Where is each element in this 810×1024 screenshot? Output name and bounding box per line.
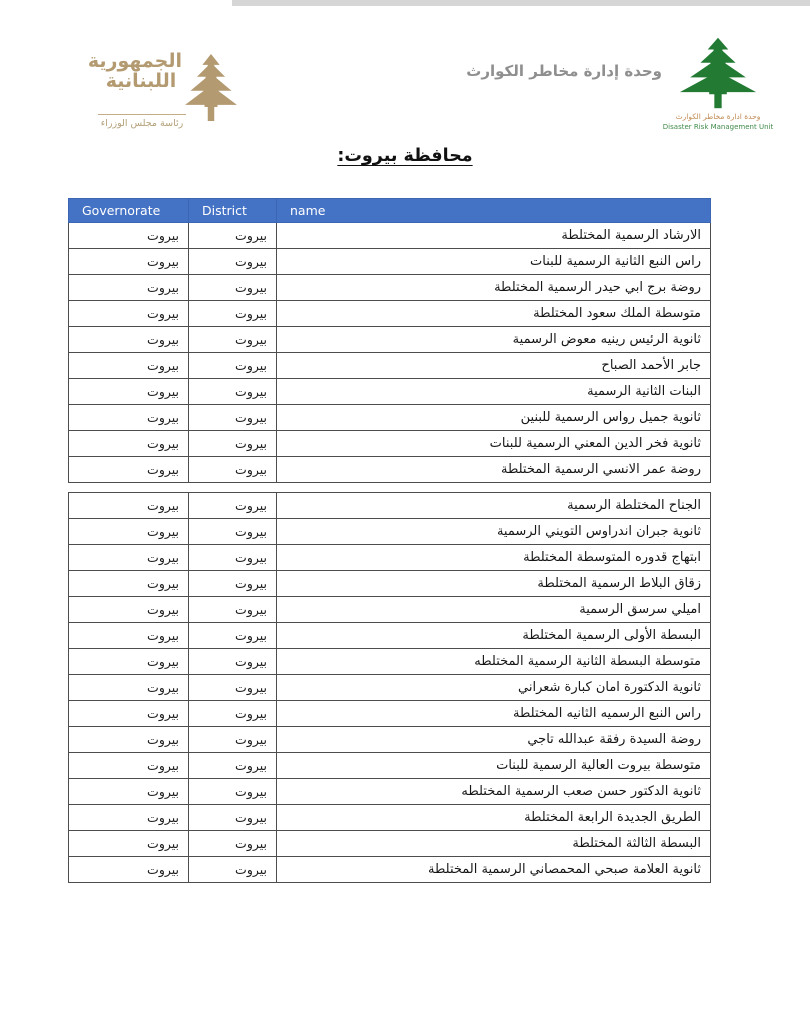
table-header-row xyxy=(69,199,711,223)
cell-school-name: ثانوية الدكتور حسن صعب الرسمية المختلطه xyxy=(277,779,711,805)
cell-school-name: روضة برج ابي حيدر الرسمية المختلطة xyxy=(277,275,711,301)
table-row xyxy=(69,353,711,379)
cell-district: بيروت xyxy=(189,805,277,831)
cell-district: بيروت xyxy=(189,223,277,249)
table-row xyxy=(69,223,711,249)
page-title: محافظة بيروت: xyxy=(337,146,473,166)
table-row xyxy=(69,493,711,519)
cell-governorate: بيروت xyxy=(69,493,189,519)
cell-governorate: بيروت xyxy=(69,727,189,753)
table-row xyxy=(69,701,711,727)
cell-school-name: الجناح المختلطة الرسمية xyxy=(277,493,711,519)
lebanese-republic-logo xyxy=(86,38,236,138)
cell-school-name: اميلي سرسق الرسمية xyxy=(277,597,711,623)
cell-school-name: ثانوية فخر الدين المعني الرسمية للبنات xyxy=(277,431,711,457)
table-row xyxy=(69,301,711,327)
cell-governorate: بيروت xyxy=(69,223,189,249)
table-row xyxy=(69,379,711,405)
table-row xyxy=(69,405,711,431)
table-row xyxy=(69,623,711,649)
cell-district: بيروت xyxy=(189,405,277,431)
cell-district: بيروت xyxy=(189,545,277,571)
cell-school-name: متوسطة الملك سعود المختلطة xyxy=(277,301,711,327)
table-row xyxy=(69,275,711,301)
cell-school-name: روضة السيدة رفقة عبدالله تاجي xyxy=(277,727,711,753)
cell-district: بيروت xyxy=(189,753,277,779)
cell-district: بيروت xyxy=(189,431,277,457)
cell-district: بيروت xyxy=(189,623,277,649)
table-row xyxy=(69,457,711,483)
cell-school-name: الطريق الجديدة الرابعة المختلطة xyxy=(277,805,711,831)
cell-district: بيروت xyxy=(189,779,277,805)
disaster-risk-unit-block xyxy=(466,32,792,137)
cell-school-name: البسطة الثالثة المختلطة xyxy=(277,831,711,857)
table-row xyxy=(69,249,711,275)
cell-district: بيروت xyxy=(189,249,277,275)
table-row xyxy=(69,431,711,457)
document-header xyxy=(0,0,810,145)
cell-district: بيروت xyxy=(189,597,277,623)
cell-governorate: بيروت xyxy=(69,431,189,457)
cell-school-name: راس النبع الثانية الرسمية للبنات xyxy=(277,249,711,275)
table-row xyxy=(69,805,711,831)
cell-governorate: بيروت xyxy=(69,405,189,431)
table-row xyxy=(69,753,711,779)
cell-governorate: بيروت xyxy=(69,857,189,883)
cell-governorate: بيروت xyxy=(69,353,189,379)
cell-school-name: متوسطة بيروت العالية الرسمية للبنات xyxy=(277,753,711,779)
cell-district: بيروت xyxy=(189,457,277,483)
cell-governorate: بيروت xyxy=(69,649,189,675)
cell-district: بيروت xyxy=(189,327,277,353)
cell-governorate: بيروت xyxy=(69,457,189,483)
column-header-governorate: Governorate xyxy=(69,199,189,223)
cell-district: بيروت xyxy=(189,571,277,597)
disaster-risk-unit-label: وحدة إدارة مخاطر الكوارث xyxy=(466,62,662,80)
cell-school-name: جابر الأحمد الصباح xyxy=(277,353,711,379)
cell-school-name: زقاق البلاط الرسمية المختلطة xyxy=(277,571,711,597)
cell-school-name: البسطة الأولى الرسمية المختلطة xyxy=(277,623,711,649)
table-row xyxy=(69,545,711,571)
cell-governorate: بيروت xyxy=(69,779,189,805)
cell-district: بيروت xyxy=(189,493,277,519)
table-row xyxy=(69,519,711,545)
cell-school-name: الارشاد الرسمية المختلطة xyxy=(277,223,711,249)
table-row xyxy=(69,327,711,353)
table-row xyxy=(69,727,711,753)
cell-governorate: بيروت xyxy=(69,675,189,701)
table-row xyxy=(69,597,711,623)
gold-cedar-tree-icon xyxy=(184,46,238,128)
table-row xyxy=(69,571,711,597)
cell-governorate: بيروت xyxy=(69,805,189,831)
republic-logo-caption: رئاسة مجلس الوزراء xyxy=(100,118,184,129)
cell-governorate: بيروت xyxy=(69,831,189,857)
cell-district: بيروت xyxy=(189,675,277,701)
republic-calligraphy xyxy=(87,50,182,92)
cell-district: بيروت xyxy=(189,649,277,675)
cell-district: بيروت xyxy=(189,727,277,753)
cell-governorate: بيروت xyxy=(69,571,189,597)
drm-logo-caption-english: Disaster Risk Management Unit xyxy=(662,123,774,131)
cell-governorate: بيروت xyxy=(69,753,189,779)
table-row xyxy=(69,675,711,701)
republic-calligraphy-line1: الجمهورية xyxy=(87,50,182,72)
cell-governorate: بيروت xyxy=(69,597,189,623)
cell-district: بيروت xyxy=(189,831,277,857)
table-row xyxy=(69,831,711,857)
cell-school-name: ثانوية الدكتورة امان كبارة شعراني xyxy=(277,675,711,701)
table-row xyxy=(69,779,711,805)
cell-school-name: البنات الثانية الرسمية xyxy=(277,379,711,405)
table-body-section-1 xyxy=(69,223,711,483)
cell-district: بيروت xyxy=(189,701,277,727)
cell-school-name: ثانوية العلامة صبحي المحمصاني الرسمية المختلطة xyxy=(277,857,711,883)
table-row xyxy=(69,857,711,883)
cell-governorate: بيروت xyxy=(69,327,189,353)
table-row xyxy=(69,649,711,675)
schools-table-section-1 xyxy=(68,198,711,483)
title-row xyxy=(0,146,810,166)
cell-governorate: بيروت xyxy=(69,301,189,327)
schools-table-zone xyxy=(68,198,710,883)
cell-district: بيروت xyxy=(189,379,277,405)
cell-school-name: ثانوية جميل رواس الرسمية للبنين xyxy=(277,405,711,431)
cell-governorate: بيروت xyxy=(69,545,189,571)
cell-school-name: راس النبع الرسميه الثانيه المختلطة xyxy=(277,701,711,727)
republic-logo-divider xyxy=(98,114,186,115)
cell-governorate: بيروت xyxy=(69,379,189,405)
cell-district: بيروت xyxy=(189,857,277,883)
table-section-gap xyxy=(68,483,710,492)
schools-table-section-2 xyxy=(68,492,711,883)
cell-district: بيروت xyxy=(189,275,277,301)
cell-governorate: بيروت xyxy=(69,275,189,301)
cell-school-name: روضة عمر الانسي الرسمية المختلطة xyxy=(277,457,711,483)
cell-governorate: بيروت xyxy=(69,249,189,275)
cell-school-name: متوسطة البسطة الثانية الرسمية المختلطه xyxy=(277,649,711,675)
column-header-name: name xyxy=(277,199,711,223)
cell-district: بيروت xyxy=(189,353,277,379)
cell-school-name: ثانوية الرئيس رينيه معوض الرسمية xyxy=(277,327,711,353)
drm-logo-caption-arabic: وحدة ادارة مخاطر الكوارث xyxy=(675,112,761,121)
cell-district: بيروت xyxy=(189,519,277,545)
cell-school-name: ثانوية جبران اندراوس التويني الرسمية xyxy=(277,519,711,545)
cell-school-name: ابتهاج قدوره المتوسطة المختلطة xyxy=(277,545,711,571)
cell-district: بيروت xyxy=(189,301,277,327)
cell-governorate: بيروت xyxy=(69,519,189,545)
table-body-section-2 xyxy=(69,493,711,883)
cell-governorate: بيروت xyxy=(69,701,189,727)
column-header-district: District xyxy=(189,199,277,223)
republic-calligraphy-line2: اللبنانية xyxy=(105,69,177,92)
cell-governorate: بيروت xyxy=(69,623,189,649)
green-cedar-tree-icon xyxy=(674,36,762,110)
